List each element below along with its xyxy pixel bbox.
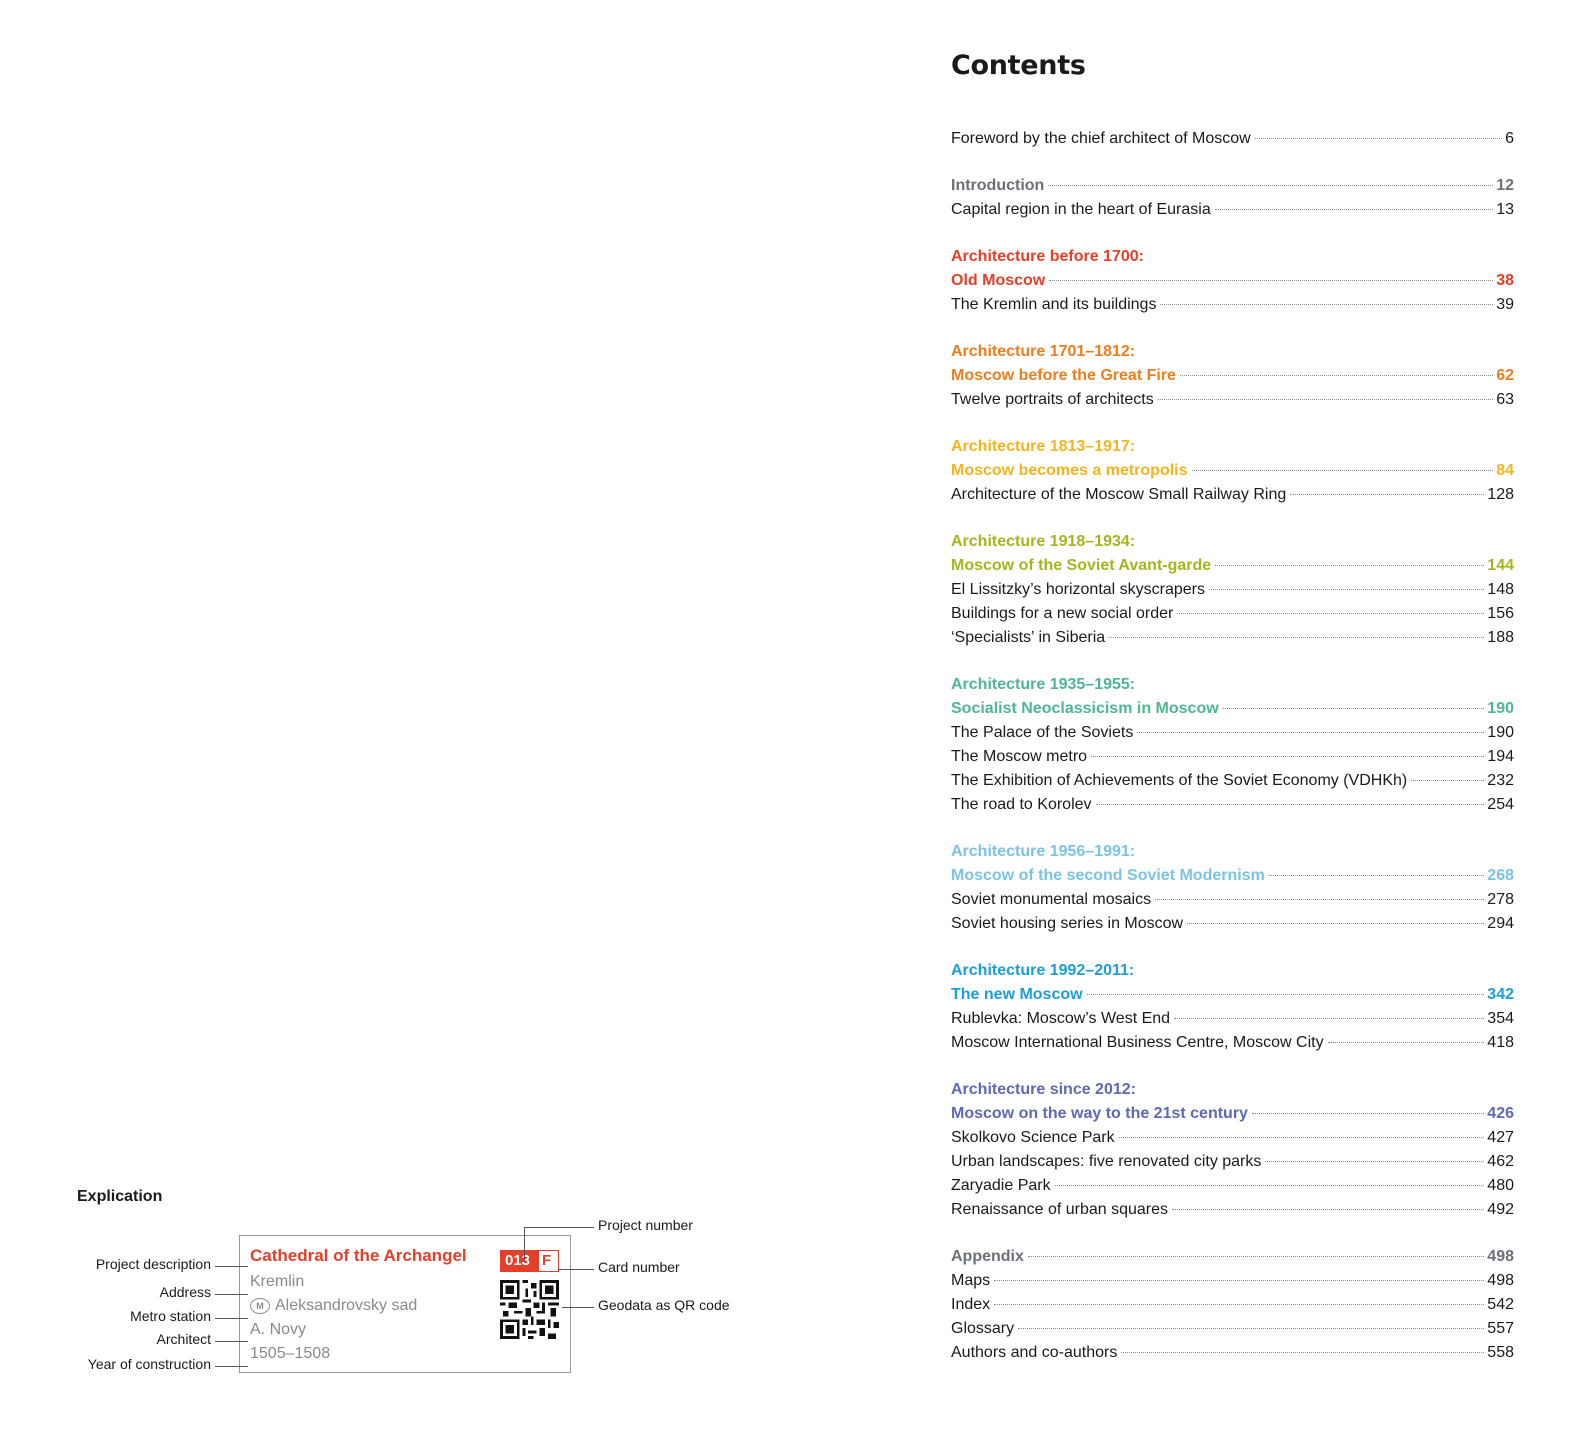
- toc-leader-dots: [1252, 1112, 1484, 1114]
- toc-leader-dots: [1018, 1327, 1484, 1329]
- toc-leader-dots: [1223, 707, 1485, 709]
- toc-entry-title: Architecture 1813–1917:: [951, 438, 1136, 455]
- callout-line-qr: [562, 1307, 594, 1308]
- toc-entry-title: The new Moscow: [951, 986, 1083, 1003]
- toc-entry-title: Authors and co-authors: [951, 1344, 1118, 1361]
- toc-page-number: 156: [1487, 605, 1514, 622]
- toc-entry[interactable]: [951, 578, 1514, 602]
- toc-page-number: 190: [1487, 724, 1514, 741]
- toc-leader-dots: [1160, 303, 1493, 305]
- toc-entry[interactable]: [951, 1031, 1514, 1055]
- toc-entry[interactable]: [951, 483, 1514, 507]
- toc-entry[interactable]: [951, 793, 1514, 817]
- toc-entry-title: Foreword by the chief architect of Moscow: [951, 130, 1251, 147]
- toc-page-number: 13: [1496, 201, 1514, 218]
- metro-icon: M: [250, 1298, 270, 1314]
- toc-leader-dots: [1192, 469, 1494, 471]
- sample-project-card: [239, 1235, 571, 1373]
- toc-leader-dots: [1187, 922, 1484, 924]
- callout-line-address: [215, 1294, 248, 1295]
- toc-chapter-heading[interactable]: [951, 673, 1514, 697]
- toc-entry[interactable]: [951, 721, 1514, 745]
- toc-entry[interactable]: [951, 769, 1514, 793]
- toc-chapter-heading[interactable]: [951, 1078, 1514, 1102]
- label-card-number: Card number: [598, 1259, 680, 1275]
- toc-leader-dots: [994, 1279, 1484, 1281]
- toc-section: [951, 840, 1514, 936]
- toc-leader-dots: [1158, 398, 1493, 400]
- toc-entry[interactable]: [951, 198, 1514, 222]
- toc-entry-title: El Lissitzky’s horizontal skyscrapers: [951, 581, 1206, 598]
- callout-line-card-number: [558, 1269, 594, 1270]
- toc-page-number: 294: [1487, 915, 1514, 932]
- toc-entry-title: Old Moscow: [951, 272, 1046, 289]
- card-badge: [500, 1250, 559, 1272]
- toc-page-number: 128: [1487, 486, 1514, 503]
- toc-page-number: 63: [1496, 391, 1514, 408]
- toc-entry-title: Moscow becomes a metropolis: [951, 462, 1188, 479]
- toc-section: [951, 174, 1514, 222]
- toc-page-number: 148: [1487, 581, 1514, 598]
- toc-entry[interactable]: [951, 1198, 1514, 1222]
- toc-section: [951, 959, 1514, 1055]
- label-address: Address: [159, 1284, 211, 1300]
- toc-entry[interactable]: [951, 127, 1514, 151]
- toc-entry[interactable]: [951, 1007, 1514, 1031]
- toc-page-number: 342: [1487, 986, 1514, 1003]
- toc-entry-title: Architecture since 2012:: [951, 1081, 1136, 1098]
- toc-page-number: 278: [1487, 891, 1514, 908]
- toc-page-number: 6: [1505, 130, 1514, 147]
- label-project-description: Project description: [95, 1256, 211, 1272]
- toc-entry[interactable]: [951, 174, 1514, 198]
- toc-leader-dots: [1055, 1184, 1485, 1186]
- label-project-number: Project number: [598, 1217, 693, 1233]
- explication-title: Explication: [77, 1188, 163, 1205]
- toc-page-number: 38: [1496, 272, 1514, 289]
- toc-entry[interactable]: [951, 697, 1514, 721]
- toc-leader-dots: [1328, 1041, 1485, 1043]
- toc-entry-title: Soviet housing series in Moscow: [951, 915, 1184, 932]
- toc-entry[interactable]: [951, 1174, 1514, 1198]
- toc-entry-title: Maps: [951, 1272, 991, 1289]
- toc-page-number: 194: [1487, 748, 1514, 765]
- toc-chapter-heading[interactable]: [951, 435, 1514, 459]
- toc-entry[interactable]: [951, 1245, 1514, 1269]
- toc-entry[interactable]: [951, 864, 1514, 888]
- label-architect: Architect: [156, 1331, 211, 1347]
- toc-leader-dots: [1087, 993, 1485, 995]
- toc-leader-dots: [1119, 1136, 1485, 1138]
- toc-leader-dots: [1048, 184, 1493, 186]
- card-address: Kremlin: [250, 1273, 305, 1290]
- card-metro-station: Aleksandrovsky sad: [275, 1297, 418, 1314]
- toc-entry[interactable]: [951, 1293, 1514, 1317]
- card-architect: A. Novy: [250, 1321, 307, 1338]
- toc-entry[interactable]: [951, 983, 1514, 1007]
- callout-line-year: [215, 1366, 248, 1367]
- toc-page-number: 427: [1487, 1129, 1514, 1146]
- toc-entry-title: Index: [951, 1296, 991, 1313]
- toc-page-number: 558: [1487, 1344, 1514, 1361]
- toc-entry[interactable]: [951, 912, 1514, 936]
- toc-chapter-heading[interactable]: [951, 340, 1514, 364]
- toc-page-number: 62: [1496, 367, 1514, 384]
- toc-leader-dots: [1137, 731, 1484, 733]
- toc-section: [951, 673, 1514, 817]
- toc-section: [951, 1245, 1514, 1365]
- callout-line-architect: [215, 1341, 248, 1342]
- toc-section: [951, 340, 1514, 412]
- toc-entry[interactable]: [951, 388, 1514, 412]
- toc-entry[interactable]: [951, 1150, 1514, 1174]
- toc-entry-title: Architecture 1935–1955:: [951, 676, 1136, 693]
- toc-entry-title: Soviet monumental mosaics: [951, 891, 1152, 908]
- toc-leader-dots: [1174, 1017, 1484, 1019]
- toc-page-number: 492: [1487, 1201, 1514, 1218]
- toc-page-number: 418: [1487, 1034, 1514, 1051]
- toc-entry-title: The Moscow metro: [951, 748, 1088, 765]
- toc-entry[interactable]: [951, 626, 1514, 650]
- toc-entry-title: Renaissance of urban squares: [951, 1201, 1169, 1218]
- toc-page-number: 144: [1487, 557, 1514, 574]
- toc-chapter-heading[interactable]: [951, 530, 1514, 554]
- toc-entry-title: Twelve portraits of architects: [951, 391, 1154, 408]
- toc-entry-title: The Kremlin and its buildings: [951, 296, 1157, 313]
- card-project-title: Cathedral of the Archangel: [250, 1246, 467, 1265]
- toc-page-number: 542: [1487, 1296, 1514, 1313]
- contents-title: Contents: [951, 50, 1086, 81]
- toc-entry-title: Architecture 1956–1991:: [951, 843, 1136, 860]
- toc-entry[interactable]: [951, 1341, 1514, 1365]
- toc-entry-title: Architecture 1992–2011:: [951, 962, 1135, 979]
- toc-entry-title: Moscow of the Soviet Avant-garde: [951, 557, 1212, 574]
- label-qr-code: Geodata as QR code: [598, 1297, 730, 1313]
- toc-entry-title: Appendix: [951, 1248, 1024, 1265]
- toc-entry-title: Skolkovo Science Park: [951, 1129, 1115, 1146]
- toc-entry[interactable]: [951, 364, 1514, 388]
- toc-entry-title: Buildings for a new social order: [951, 605, 1174, 622]
- card-metro: [250, 1297, 417, 1315]
- toc-page-number: 232: [1487, 772, 1514, 789]
- toc-entry-title: Moscow International Business Centre, Moscow City: [951, 1034, 1324, 1051]
- toc-page-number: 254: [1487, 796, 1514, 813]
- toc-leader-dots: [1209, 588, 1484, 590]
- toc-page-number: 498: [1487, 1272, 1514, 1289]
- toc-leader-dots: [1049, 279, 1493, 281]
- toc-entry[interactable]: [951, 888, 1514, 912]
- toc-page-number: 84: [1496, 462, 1514, 479]
- toc-entry-title: Capital region in the heart of Eurasia: [951, 201, 1211, 218]
- toc-page-number: 480: [1487, 1177, 1514, 1194]
- toc-leader-dots: [1255, 137, 1502, 139]
- toc-chapter-heading[interactable]: [951, 245, 1514, 269]
- toc-leader-dots: [994, 1303, 1484, 1305]
- toc-leader-dots: [1215, 564, 1484, 566]
- toc-entry[interactable]: [951, 1126, 1514, 1150]
- toc-entry-title: Glossary: [951, 1320, 1015, 1337]
- toc-leader-dots: [1177, 612, 1484, 614]
- toc-entry[interactable]: [951, 269, 1514, 293]
- toc-entry-title: Architecture 1918–1934:: [951, 533, 1136, 550]
- toc-page-number: 354: [1487, 1010, 1514, 1027]
- toc-entry[interactable]: [951, 1269, 1514, 1293]
- toc-entry[interactable]: [951, 602, 1514, 626]
- toc-page-number: 557: [1487, 1320, 1514, 1337]
- qr-code-icon: [500, 1280, 559, 1339]
- callout-line-metro: [215, 1318, 248, 1319]
- callout-line-project-description: [215, 1266, 248, 1267]
- toc-leader-dots: [1269, 874, 1484, 876]
- toc-entry[interactable]: [951, 459, 1514, 483]
- toc-entry-title: Moscow on the way to the 21st century: [951, 1105, 1248, 1122]
- toc-leader-dots: [1121, 1351, 1484, 1353]
- toc-entry[interactable]: [951, 745, 1514, 769]
- card-card-number: F: [542, 1252, 552, 1269]
- callout-line-project-number: [524, 1227, 594, 1228]
- toc-section: [951, 245, 1514, 317]
- toc-leader-dots: [1028, 1255, 1484, 1257]
- card-year: 1505–1508: [250, 1345, 331, 1362]
- toc-entry-title: Architecture 1701–1812:: [951, 343, 1136, 360]
- toc-entry[interactable]: [951, 293, 1514, 317]
- toc-entry-title: Socialist Neoclassicism in Moscow: [951, 700, 1219, 717]
- toc-leader-dots: [1215, 208, 1493, 210]
- toc-leader-dots: [1411, 779, 1484, 781]
- toc-entry[interactable]: [951, 1317, 1514, 1341]
- callout-vline-project-number: [524, 1227, 525, 1261]
- toc-page-number: 39: [1496, 296, 1514, 313]
- toc-page-number: 268: [1487, 867, 1514, 884]
- toc-entry-title: Rublevka: Moscow’s West End: [951, 1010, 1171, 1027]
- toc-leader-dots: [1180, 374, 1493, 376]
- table-of-contents: [951, 127, 1514, 1388]
- label-metro-station: Metro station: [130, 1308, 211, 1324]
- toc-page-number: 498: [1487, 1248, 1514, 1265]
- toc-entry-title: Zaryadie Park: [951, 1177, 1051, 1194]
- toc-section: [951, 530, 1514, 650]
- toc-entry-title: The road to Korolev: [951, 796, 1092, 813]
- toc-section: [951, 435, 1514, 507]
- toc-chapter-heading[interactable]: [951, 840, 1514, 864]
- toc-entry-title: Introduction: [951, 177, 1045, 194]
- toc-entry-title: The Exhibition of Achievements of the Soviet Economy (VDHKh): [951, 772, 1408, 789]
- card-project-number: 013: [501, 1251, 539, 1271]
- toc-page-number: 426: [1487, 1105, 1514, 1122]
- toc-leader-dots: [1091, 755, 1484, 757]
- toc-leader-dots: [1109, 636, 1484, 638]
- toc-entry-title: Moscow before the Great Fire: [951, 367, 1176, 384]
- label-year: Year of construction: [87, 1356, 211, 1372]
- toc-entry-title: The Palace of the Soviets: [951, 724, 1134, 741]
- toc-leader-dots: [1290, 493, 1484, 495]
- toc-page-number: 188: [1487, 629, 1514, 646]
- toc-entry-title: ‘Specialists’ in Siberia: [951, 629, 1106, 646]
- toc-entry[interactable]: [951, 1102, 1514, 1126]
- toc-section: [951, 127, 1514, 151]
- toc-leader-dots: [1172, 1208, 1484, 1210]
- toc-entry-title: Moscow of the second Soviet Modernism: [951, 867, 1265, 884]
- toc-leader-dots: [1155, 898, 1484, 900]
- toc-page-number: 190: [1487, 700, 1514, 717]
- toc-leader-dots: [1265, 1160, 1484, 1162]
- toc-entry-title: Architecture of the Moscow Small Railway Ring: [951, 486, 1287, 503]
- toc-page-number: 462: [1487, 1153, 1514, 1170]
- toc-entry-title: Urban landscapes: five renovated city parks: [951, 1153, 1262, 1170]
- toc-leader-dots: [1096, 803, 1485, 805]
- toc-page-number: 12: [1496, 177, 1514, 194]
- toc-chapter-heading[interactable]: [951, 959, 1514, 983]
- toc-entry-title: Architecture before 1700:: [951, 248, 1144, 265]
- toc-section: [951, 1078, 1514, 1222]
- toc-entry[interactable]: [951, 554, 1514, 578]
